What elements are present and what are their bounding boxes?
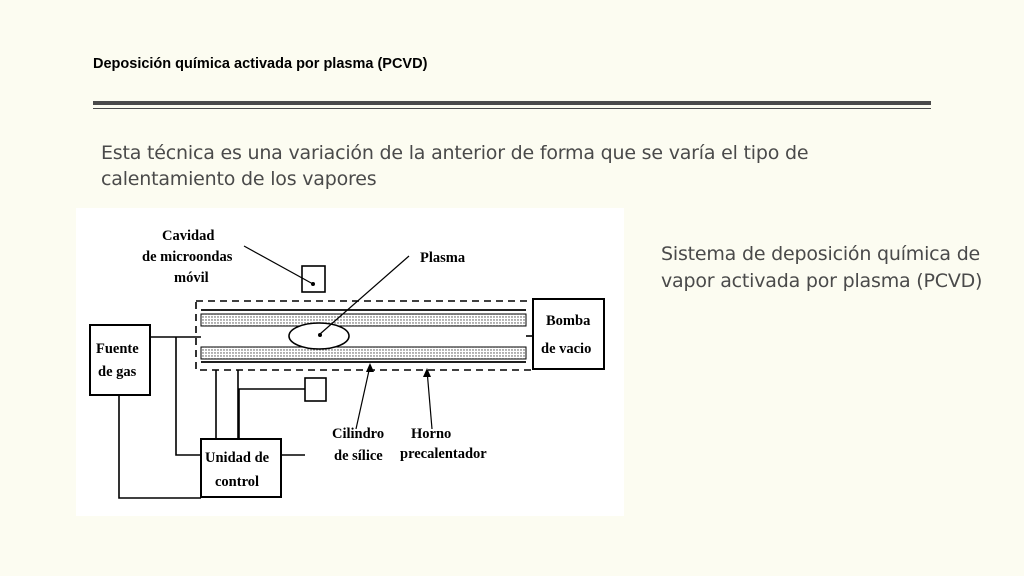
label-bomba-line1: Bomba (546, 313, 591, 329)
pcvd-diagram (76, 208, 624, 516)
label-cilindro-line1: Cilindro (332, 426, 385, 442)
title-divider-thin (93, 108, 931, 109)
label-horno-line1: Horno (411, 426, 452, 442)
label-cavidad-line2: de microondas (142, 249, 233, 265)
title-divider-thick (93, 101, 931, 105)
label-unidad-line1: Unidad de (205, 450, 270, 466)
silica-cylinder-top-band (201, 314, 526, 326)
furnace-connector-box (305, 378, 326, 401)
microwave-cavity-box (302, 266, 325, 292)
label-cavidad-line3: móvil (174, 270, 209, 286)
label-cavidad-line1: Cavidad (162, 228, 215, 244)
label-fuente-line1: Fuente (96, 341, 139, 357)
pcvd-diagram-svg (76, 208, 624, 516)
label-plasma: Plasma (420, 250, 466, 266)
gas-source-box (90, 325, 150, 395)
vacuum-pump-box (533, 299, 604, 369)
label-cilindro-line2: de sílice (334, 448, 383, 464)
cylinder-arrowhead (366, 363, 374, 372)
diagram-caption: Sistema de deposición química de vapor activada por plasma (PCVD) (661, 243, 983, 292)
label-fuente-line2: de gas (98, 364, 137, 380)
silica-cylinder-bottom-band (201, 347, 526, 359)
slide-title: Deposición química activada por plasma (PCVD) (93, 56, 428, 72)
label-horno-line2: precalentador (400, 446, 487, 462)
label-bomba-line2: de vacio (541, 341, 592, 357)
cavity-pointer-dot (311, 282, 315, 286)
label-unidad-line2: control (215, 474, 260, 490)
connection-lines (119, 336, 533, 498)
plasma-pointer-dot (318, 333, 322, 337)
preheating-furnace-outline (196, 301, 533, 370)
intro-text: Esta técnica es una variación de la anterior de forma que se varía el tipo de calentamiento de los vapores (101, 142, 809, 190)
